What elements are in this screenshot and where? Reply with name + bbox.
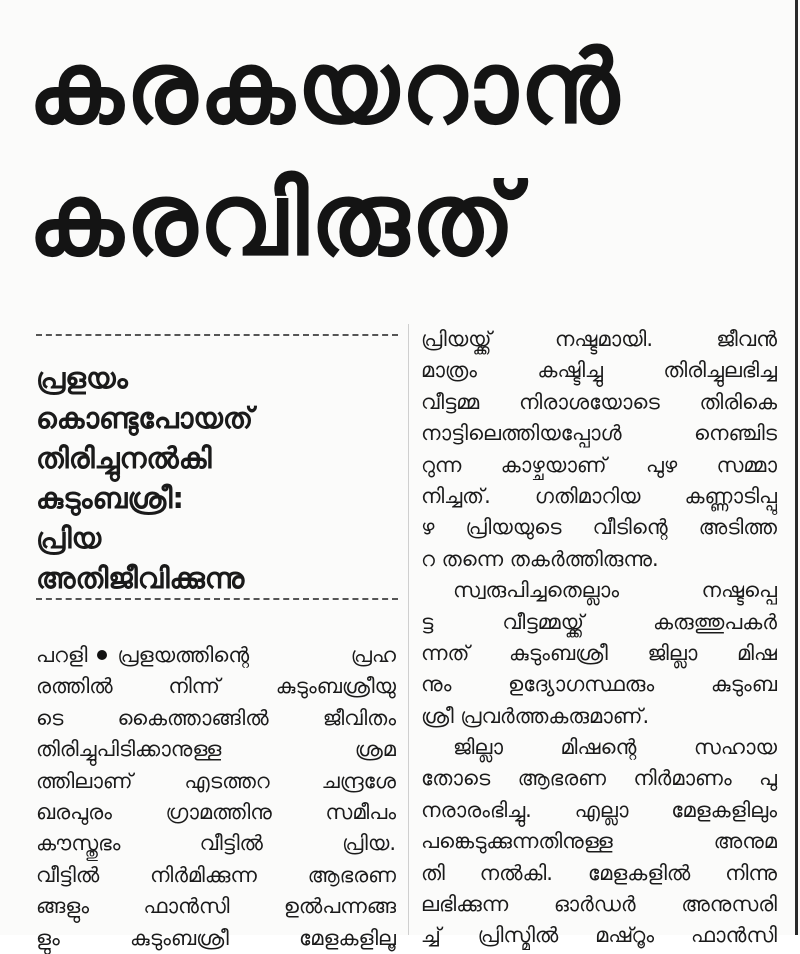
article-line: വീട്ടിൽ നിർമിക്കുന്ന ആഭരണ	[36, 862, 396, 887]
article-column-left	[36, 640, 396, 954]
kicker-line: തിരിച്ചുനൽകി	[36, 441, 212, 475]
kicker-line: പ്രിയ	[36, 521, 102, 555]
article-line: തി നൽകി. മേളകളിൽ നിന്നു	[421, 860, 777, 885]
kicker-top-rule	[36, 334, 398, 336]
kicker-subheading	[36, 358, 406, 598]
article-text: പ്രളയത്തിന്റെ പ്രഹ	[117, 643, 396, 667]
column-divider	[408, 324, 409, 935]
article-line: ഴ പ്രിയയുടെ വീടിന്റെ അടിത്ത	[421, 515, 777, 540]
article-line: ന്നത് കുടുംബശ്രീ ജില്ലാ മിഷ	[421, 640, 777, 665]
article-line: മാത്രം കഷ്ടിച്ചു തിരിച്ചുലഭിച്ച	[421, 358, 777, 383]
article-paragraph-start: ജില്ലാ മിഷന്റെ സഹായ	[453, 735, 777, 760]
article-line: നും ഉദ്യോഗസ്ഥരും കുടുംബ	[421, 672, 777, 697]
kicker-line: കൊണ്ടുപോയത്	[36, 401, 254, 435]
kicker-line: അതിജീവിക്കുന്നു	[36, 561, 245, 595]
article-line: ഖരപുരം ഗ്രാമത്തിനു സമീപം	[36, 799, 396, 824]
kicker-bottom-rule	[36, 598, 398, 600]
article-paragraph-start: സ്വരുപിച്ചതെല്ലാം നഷ്ടപ്പെ	[453, 578, 777, 603]
headline-line-2: കരവിരുത്	[28, 161, 518, 278]
article-line: റ തന്നെ തകർത്തിരുന്നു.	[421, 546, 659, 571]
article-line: ളും കുടുംബശ്രീ മേളകളിലൂ	[36, 925, 396, 950]
article-line: നിച്ചത്. ഗതിമാറിയ കണ്ണാടിപ്പു	[421, 483, 777, 508]
article-line: നരാരംഭിച്ചു. എല്ലാ മേളകളിലും	[421, 797, 777, 822]
article-line: പ്രിയയ്ക്ക് നഷ്ടമായി. ജീവൻ	[421, 327, 777, 351]
article-line: ങ്ങളും ഫാൻസി ഉൽപന്നങ്ങ	[36, 894, 396, 919]
article-line: പങ്കെടുക്കുന്നതിനുള്ള അനുമ	[421, 829, 777, 854]
article-column-right	[421, 324, 777, 952]
article-line: തിരിച്ചുപിടിക്കാനുള്ള ശ്രമ	[36, 737, 396, 762]
article-line: റുന്ന കാഴ്ചയാണ് പുഴ സമ്മാ	[421, 452, 777, 477]
article-line: ട്ട വീട്ടമ്മയ്ക്ക് കരുത്തുപകർ	[421, 609, 777, 634]
article-line: കൗസ്തുഭം വീട്ടിൽ പ്രിയ.	[36, 831, 396, 856]
page-edge-rule	[795, 0, 798, 935]
dateline-bullet-icon	[97, 650, 107, 660]
dateline: പറളി	[36, 643, 88, 667]
headline-line-1: കരകയറാൻ	[28, 29, 621, 146]
article-line: ലഭിക്കുന്ന ഓർഡർ അനുസരി	[421, 892, 777, 917]
article-line: ശ്രീ പ്രവർത്തകരുമാണ്.	[421, 703, 650, 728]
article-line: തോടെ ആഭരണ നിർമാണം പു	[421, 766, 777, 791]
article-line: ച്ച് പ്രിസ്മിൽ മഷ്റൂം ഫാൻസി	[421, 923, 777, 948]
article-first-line	[36, 640, 396, 671]
kicker-line: പ്രളയം	[36, 361, 128, 395]
article-line: രത്തിൽ നിന്ന് കുടുംബശ്രീയു	[36, 674, 396, 699]
article-line: ടെ കൈത്താങ്ങിൽ ജീവിതം	[36, 705, 396, 730]
kicker-line: കുടുംബശ്രീ:	[36, 481, 185, 515]
article-line: നാട്ടിലെത്തിയപ്പോൾ നെഞ്ചിട	[421, 421, 777, 446]
article-line: വീട്ടമ്മ നിരാശയോടെ തിരികെ	[421, 389, 777, 414]
article-line: ത്തിലാണ് എടത്തറ ചന്ദ്രശേ	[36, 768, 396, 793]
